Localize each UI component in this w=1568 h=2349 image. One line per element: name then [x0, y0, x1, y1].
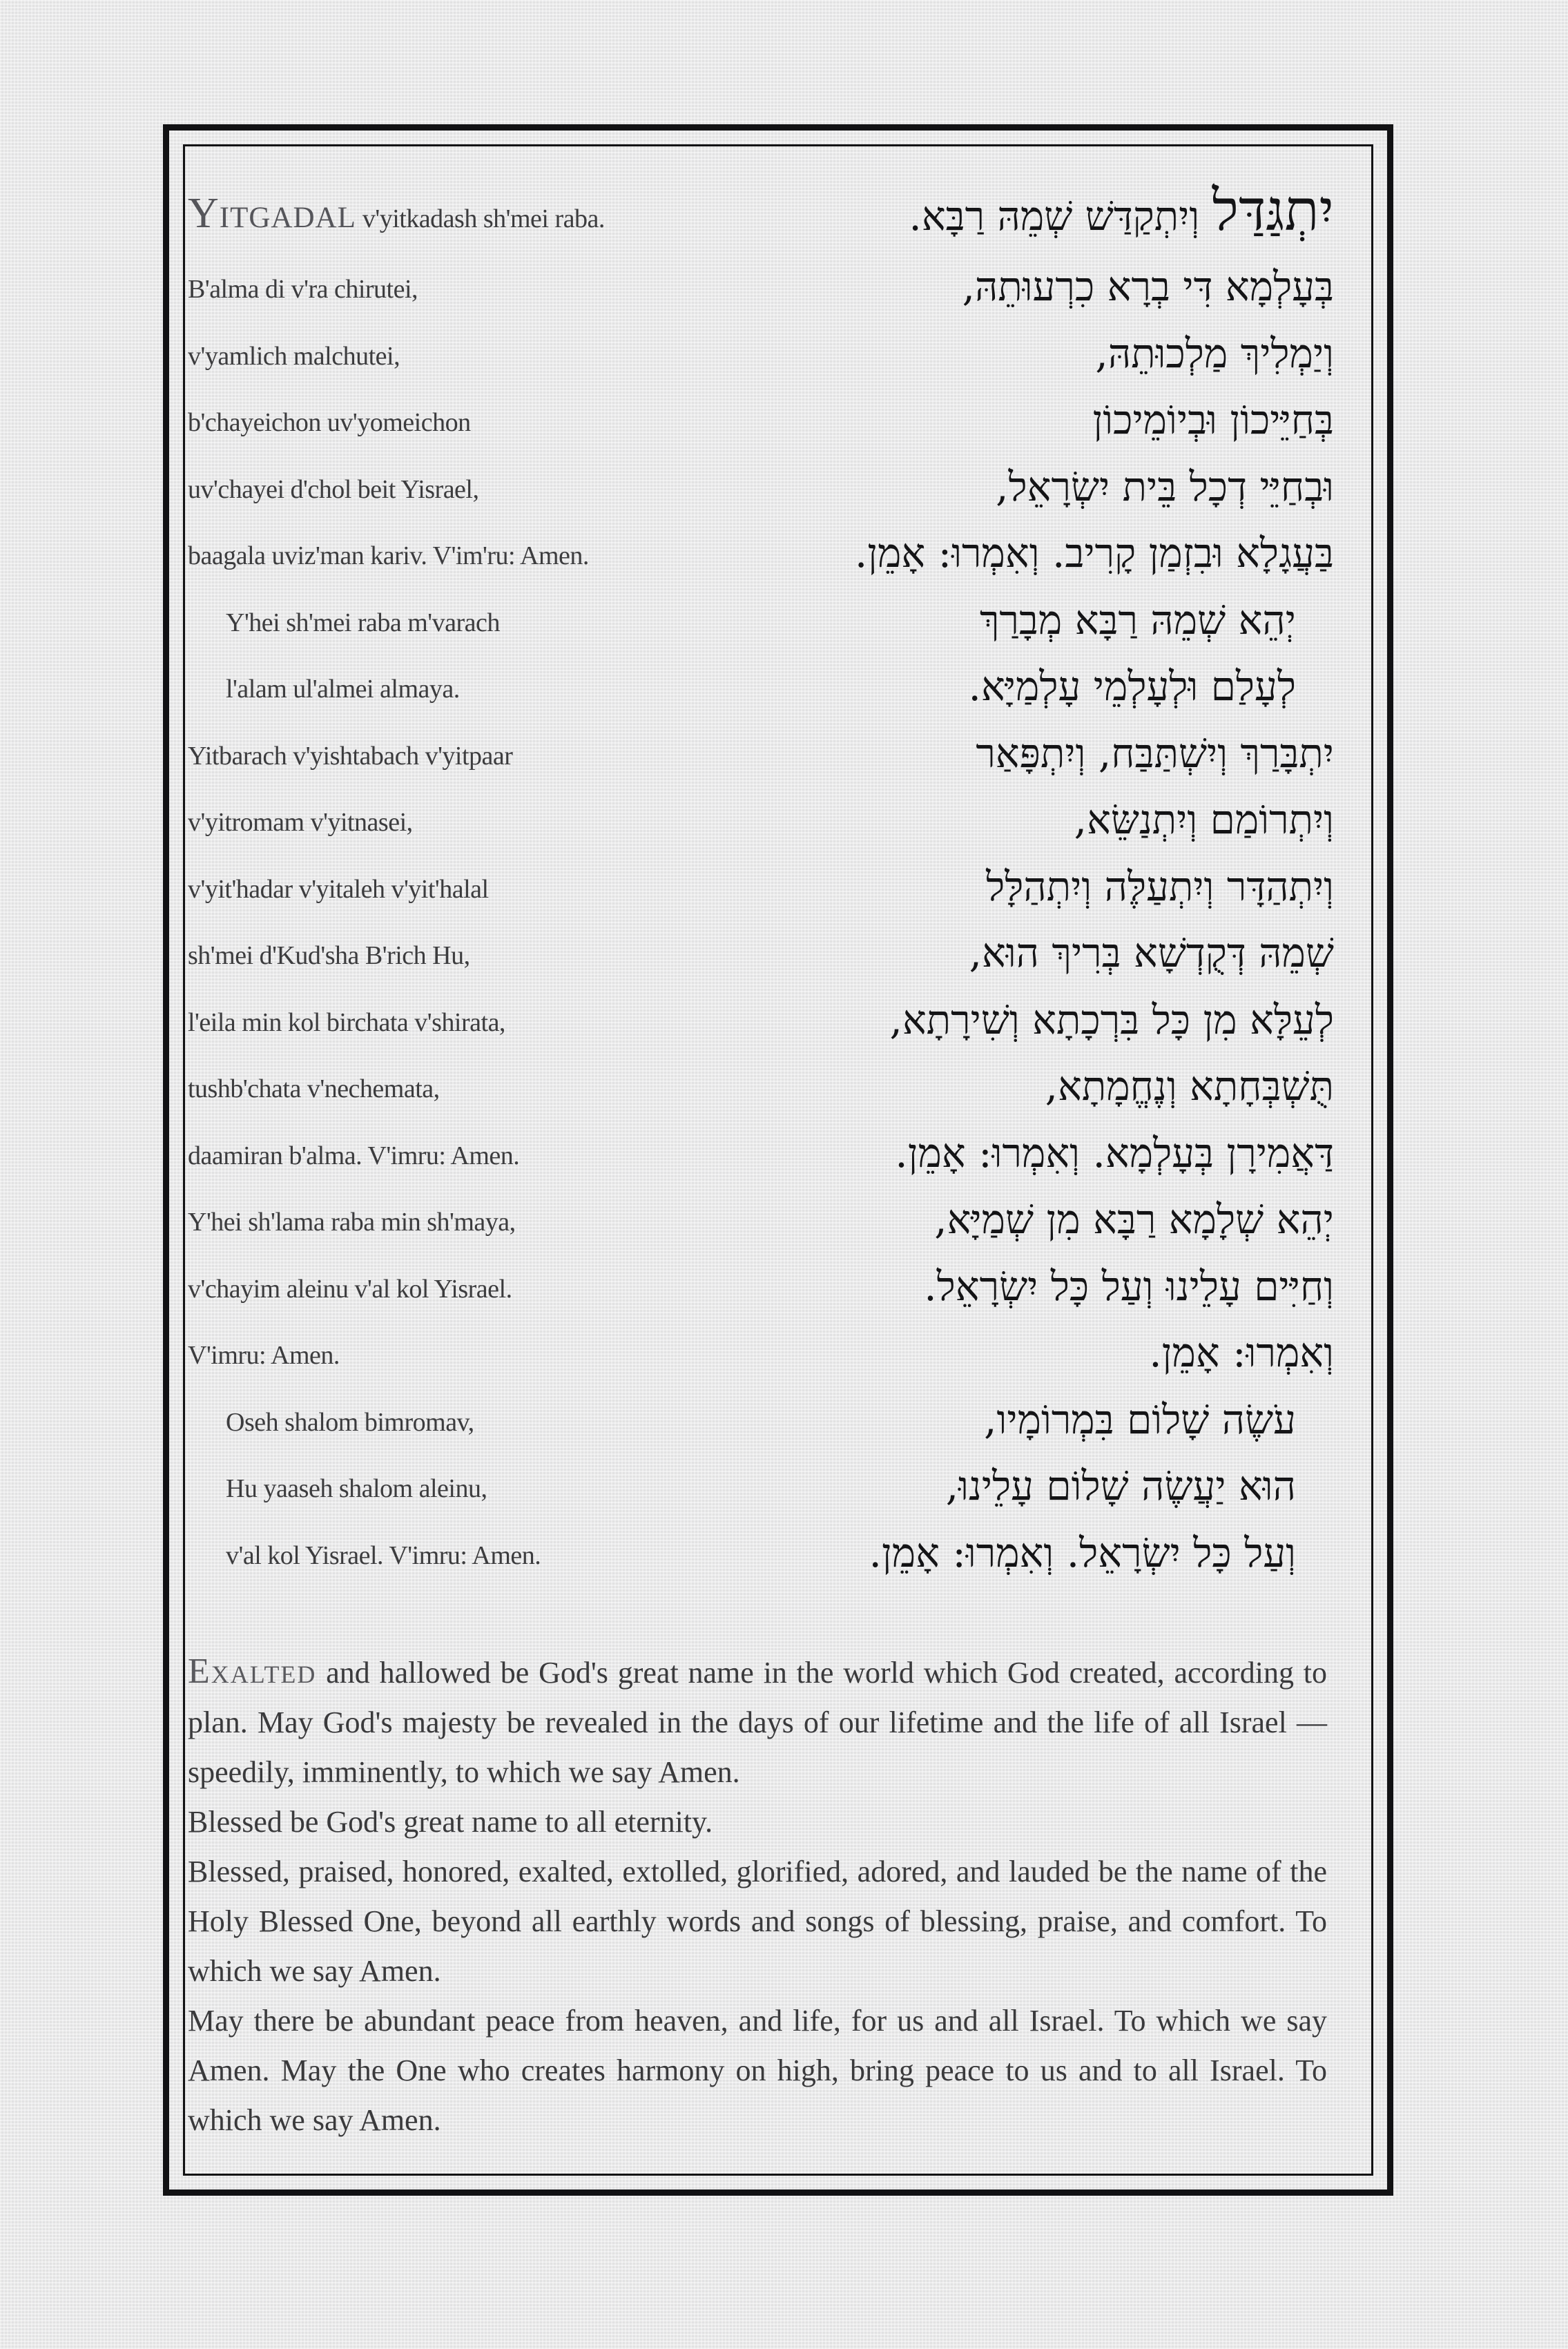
kaddish-line	[188, 719, 1334, 786]
kaddish-line	[188, 1386, 1334, 1453]
kaddish-line	[188, 177, 1334, 253]
kaddish-line	[188, 920, 1334, 987]
translation-paragraph: May there be abundant peace from heaven, and life, for us and all Israel. To which we say Amen. May the One who creates harmony on high, bring peace to us and to all Israel. To which we say Amen.	[188, 2004, 1327, 2137]
kaddish-line	[188, 387, 1334, 454]
kaddish-line	[188, 453, 1334, 520]
transliteration: l'eila min kol birchata v'shirata,	[188, 1007, 505, 1037]
kaddish-line	[188, 1253, 1334, 1320]
hebrew-text: וְיַמְלִיךְ מַלְכוּתֵהּ,	[1095, 329, 1334, 377]
transliteration: sh'mei d'Kud'sha B'rich Hu,	[188, 941, 470, 970]
hebrew-text: דַּאֲמִירָן בְּעָלְמָא. וְאִמְרוּ: אָמֵן.	[895, 1129, 1334, 1177]
hebrew-text: יִתְגַּדַּל וְיִתְקַדַּשׁ שְׁמֵהּ רַבָּא.	[909, 177, 1334, 244]
hebrew-text: וְחַיִּים עָלֵינוּ וְעַל כָּל יִשְׂרָאֵל.	[924, 1262, 1334, 1310]
hebrew-text: הוּא יַעֲשֶׂה שָׁלוֹם עָלֵינוּ,	[945, 1462, 1296, 1509]
kaddish-line	[188, 1453, 1334, 1520]
transliteration: Hu yaaseh shalom aleinu,	[226, 1474, 487, 1503]
translation-lead: Exalted	[188, 1652, 317, 1691]
transliteration: v'yamlich malchutei,	[188, 341, 400, 371]
kaddish-line	[188, 853, 1334, 920]
transliteration: l'alam ul'almei almaya.	[226, 675, 460, 704]
kaddish-line	[188, 786, 1334, 853]
transliteration: Oseh shalom bimromav,	[226, 1407, 474, 1437]
kaddish-lines	[188, 177, 1334, 1586]
transliteration: Yitgadal v'yitkadash sh'mei raba.	[188, 189, 605, 237]
translation-paragraph: Exalted and hallowed be God's great name in the world which God created, according to plan. May God's majesty be revealed in the days of our lifetime and the life of all Israel — speedily, imminently, to which we say Amen.	[188, 1652, 1327, 1789]
hebrew-text: יְהֵא שְׁלָמָא רַבָּא מִן שְׁמַיָּא,	[934, 1196, 1334, 1243]
transliteration: daamiran b'alma. V'imru: Amen.	[188, 1141, 520, 1170]
kaddish-line	[188, 1119, 1334, 1186]
kaddish-line	[188, 1320, 1334, 1386]
transliteration: baagala uviz'man kariv. V'im'ru: Amen.	[188, 541, 589, 570]
transliteration: Yitbarach v'yishtabach v'yitpaar	[188, 741, 513, 771]
kaddish-line	[188, 320, 1334, 387]
hebrew-text: יִתְבָּרַךְ וְיִשְׁתַּבַּח, וְיִתְפָּאַר	[976, 729, 1334, 777]
hebrew-text: בְּחַיֵּיכוֹן וּבְיוֹמֵיכוֹן	[1092, 396, 1334, 443]
kaddish-line	[188, 520, 1334, 587]
transliteration: v'al kol Yisrael. V'imru: Amen.	[226, 1540, 541, 1570]
kaddish-line	[188, 1519, 1334, 1586]
kaddish-line	[188, 586, 1334, 653]
transliteration-lead: Yitgadal	[188, 189, 356, 237]
kaddish-line	[188, 653, 1334, 720]
hebrew-text: וְעַל כָּל יִשְׂרָאֵל. וְאִמְרוּ: אָמֵן.	[869, 1529, 1296, 1576]
hebrew-text: יְהֵא שְׁמֵהּ רַבָּא מְבָרַךְ	[979, 596, 1296, 644]
transliteration: V'imru: Amen.	[188, 1341, 340, 1370]
transliteration: B'alma di v'ra chirutei,	[188, 275, 418, 304]
transliteration: tushb'chata v'nechemata,	[188, 1074, 440, 1103]
hebrew-text: וְיִתְרוֹמַם וְיִתְנַשֵּׂא,	[1074, 796, 1334, 843]
hebrew-text: וּבְחַיֵּי דְכָל בֵּית יִשְׂרָאֵל,	[996, 463, 1334, 510]
hebrew-text: שְׁמֵהּ דְּקֻדְשָׁא בְּרִיךְ הוּא,	[969, 929, 1334, 976]
hebrew-text: וְיִתְהַדָּר וְיִתְעַלֶּה וְיִתְהַלָּל	[986, 862, 1334, 910]
kaddish-line	[188, 1186, 1334, 1253]
hebrew-text: עֹשֶׂה שָׁלוֹם בִּמְרוֹמָיו,	[984, 1395, 1296, 1443]
transliteration: b'chayeichon uv'yomeichon	[188, 408, 471, 437]
transliteration: v'yitromam v'yitnasei,	[188, 808, 413, 837]
transliteration: v'yit'hadar v'yitaleh v'yit'halal	[188, 874, 489, 904]
hebrew-lead: יִתְגַּדַּל	[1212, 177, 1334, 244]
hebrew-text: בְּעָלְמָא דִּי בְרָא כִרְעוּתֵהּ,	[962, 263, 1334, 310]
hebrew-text: תֻּשְׁבְּחָתָא וְנֶחֱמָתָא,	[1045, 1063, 1334, 1110]
transliteration: v'chayim aleinu v'al kol Yisrael.	[188, 1274, 512, 1304]
kaddish-line	[188, 986, 1334, 1053]
hebrew-text: לְעָלַם וּלְעָלְמֵי עָלְמַיָּא.	[968, 663, 1296, 710]
transliteration: Y'hei sh'lama raba min sh'maya,	[188, 1208, 516, 1237]
hebrew-text: וְאִמְרוּ: אָמֵן.	[1149, 1329, 1334, 1376]
transliteration: Y'hei sh'mei raba m'varach	[226, 608, 500, 637]
kaddish-line	[188, 253, 1334, 320]
kaddish-line	[188, 1053, 1334, 1120]
transliteration: uv'chayei d'chol beit Yisrael,	[188, 474, 479, 504]
hebrew-text: בַּעֲגָלָא וּבִזְמַן קָרִיב. וְאִמְרוּ: אָמֵן.	[854, 530, 1334, 577]
english-translation	[188, 1647, 1327, 2145]
hebrew-text: לְעֵלָּא מִן כָּל בִּרְכָתָא וְשִׁירָתָא,	[889, 996, 1334, 1043]
translation-paragraph: Blessed be God's great name to all eternity.	[188, 1805, 713, 1839]
translation-paragraph: Blessed, praised, honored, exalted, extolled, glorified, adored, and lauded be the name of the Holy Blessed One, beyond all earthly words and songs of blessing, praise, and comfort. To which we say Amen.	[188, 1855, 1327, 1988]
